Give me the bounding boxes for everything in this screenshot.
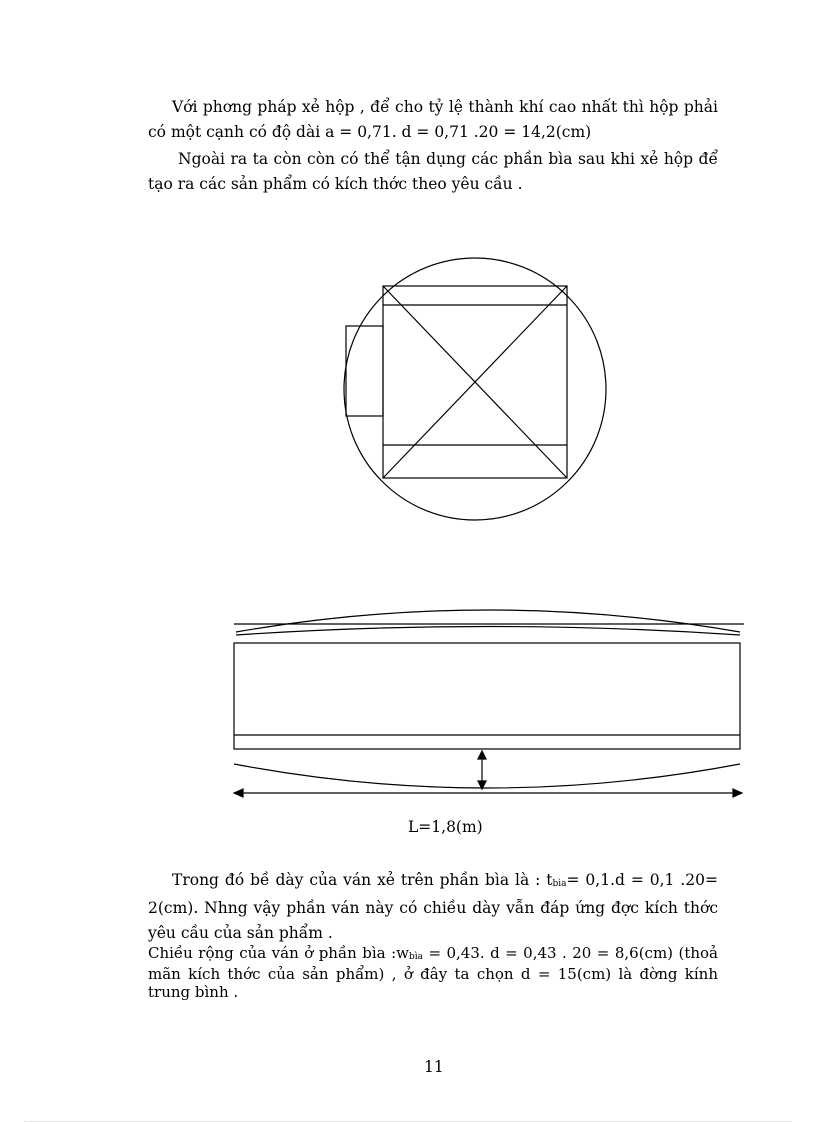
top-inner-curve [236,627,740,636]
log-longitudinal-figure [234,610,744,797]
paragraph-side-board-width [148,944,718,1001]
p4-text-post: = 0,43. d = 0,43 . 20 = 8,6(cm) (thoả mãn kích thớc của sản phẩm) , ở đây ta chọn d = 15(cm) là đờng kính trung bình . [148,944,718,1001]
log-bottom-curve [234,764,740,788]
length-label: L=1,8(m) [408,818,483,836]
p3-text-pre: Trong đó bề dày của ván xẻ trên phần bìa là : t [172,871,553,889]
paragraph-side-board-reuse: Ngoài ra ta còn còn có thể tận dụng các phần bìa sau khi xẻ hộp để tạo ra các sản phẩm có kích thớc theo yêu cầu . [148,150,718,193]
thickness-arrow-head-top [478,751,486,759]
p4-text-pre: Chiều rộng của ván ở phần bìa :w [148,944,409,962]
p3-subscript: bìa [552,879,567,889]
paragraph-side-board-thickness [148,868,718,946]
paragraph-box-sawing-method: Với phơng pháp xẻ hộp , để cho tỷ lệ thành khí cao nhất thì hộp phải có một cạnh có độ dài a = 0,71. d = 0,71 .20 = 14,2(cm) [148,98,718,141]
side-board-rect [346,326,383,416]
page-bottom-dotted-line [24,1121,792,1122]
board-outline [234,643,740,749]
page-number: 11 [424,1058,444,1076]
log-cross-section-figure [344,258,606,520]
length-arrow-head-right [733,789,742,797]
log-top-curve [236,610,740,632]
p3-text-post: = 0,1.d = 0,1 .20= 2(cm). Nhng vậy phần ván này có chiều dày vẫn đáp ứng đợc kích thớc yêu cầu của sản phẩm . [148,871,718,942]
p4-subscript: bìa [408,952,423,962]
length-arrow-head-left [234,789,243,797]
